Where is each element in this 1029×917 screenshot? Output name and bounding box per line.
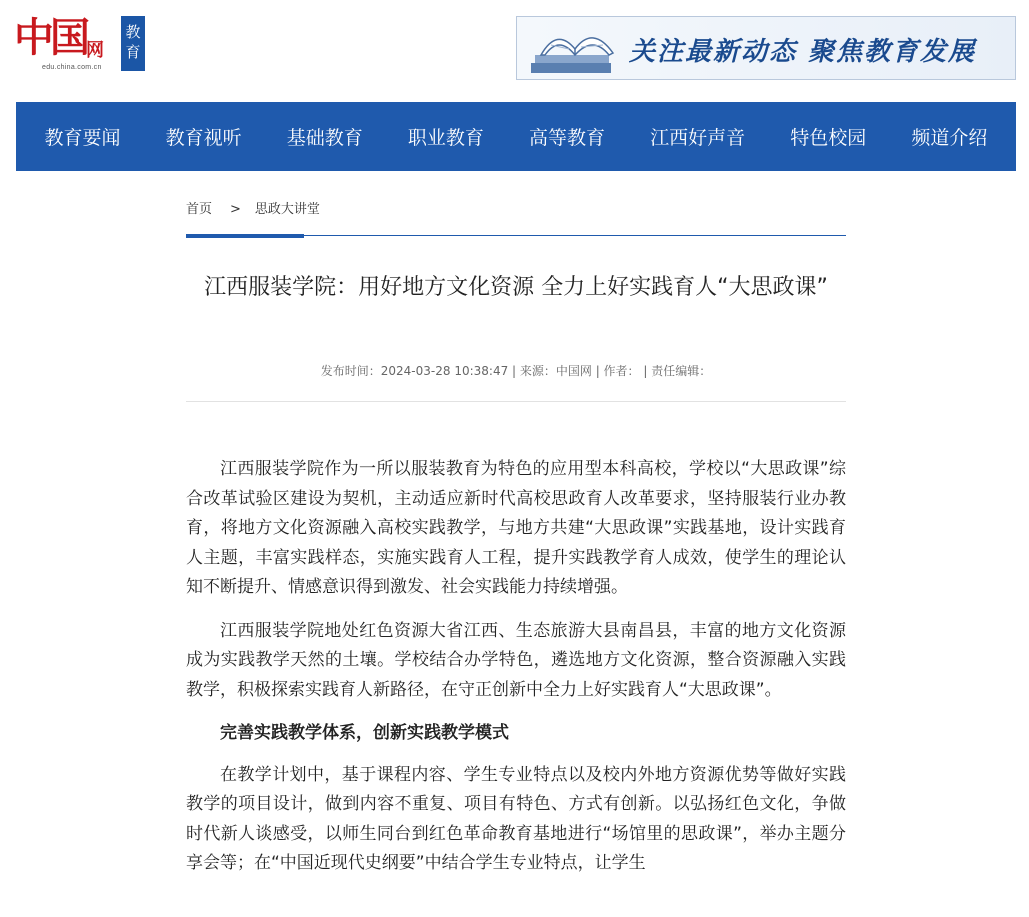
article-meta: 发布时间：2024-03-28 10:38:47 | 来源：中国网 | 作者： | 责任编辑： xyxy=(320,364,712,378)
breadcrumb-separator: > xyxy=(230,202,241,217)
nav-item-news[interactable]: 教育要闻 xyxy=(44,127,121,149)
breadcrumb xyxy=(186,198,320,217)
site-logo[interactable] xyxy=(14,16,154,76)
nav-item-basic-education[interactable]: 基础教育 xyxy=(286,127,363,149)
channel-tag: 教育 xyxy=(121,16,145,71)
breadcrumb-current[interactable]: 思政大讲堂 xyxy=(254,202,320,217)
header-banner xyxy=(516,16,1016,80)
article-paragraph: 江西服装学院作为一所以服装教育为特色的应用型本科高校，学校以“大思政课”综合改革试验区建设为契机，主动适应新时代高校思政育人改革要求，坚持服装行业办教育，将地方文化资源融入高校实践教学，与地方共建“大思政课”实践基地，设计实践育人主题，丰富实践样态，实施实践育人工程，提升实践教学育人成效，使学生的理论认知不断提升、情感意识得到激发、社会实践能力持续增强。 xyxy=(186,459,846,597)
logo-domain: edu.china.com.cn xyxy=(42,64,102,71)
meta-divider xyxy=(186,401,846,402)
article-paragraph: 江西服装学院地处红色资源大省江西、生态旅游大县南昌县，丰富的地方文化资源成为实践教学天然的土壤。学校结合办学特色，遴选地方文化资源，整合资源融入实践教学，积极探索实践育人新路径，在守正创新中全力上好实践育人“大思政课”。 xyxy=(186,620,846,700)
article-title: 江西服装学院：用好地方文化资源 全力上好实践育人“大思政课” xyxy=(204,275,828,300)
site-header xyxy=(0,0,1029,100)
banner-slogan: 关注最新动态 聚焦教育发展 xyxy=(629,37,977,67)
nav-item-featured-campus[interactable]: 特色校园 xyxy=(790,127,867,149)
logo-suffix: 网 xyxy=(86,40,104,61)
logo-mark: 中国 xyxy=(14,14,86,61)
nav-item-vocational-education[interactable]: 职业教育 xyxy=(407,127,484,149)
article-body xyxy=(186,455,846,893)
main-nav xyxy=(16,102,1016,171)
nav-item-video[interactable]: 教育视听 xyxy=(165,127,242,149)
nav-item-jiangxi-voice[interactable]: 江西好声音 xyxy=(650,127,746,149)
article-section-heading: 完善实践教学体系，创新实践教学模式 xyxy=(220,723,509,743)
books-icon xyxy=(523,19,623,79)
article-paragraph: 在教学计划中，基于课程内容、学生专业特点以及校内外地方资源优势等做好实践教学的项目设计，做到内容不重复、项目有特色、方式有创新。以弘扬红色文化，争做时代新人谈感受，以师生同台到红色革命教育基地进行“场馆里的思政课”，举办主题分享会等；在“中国近现代史纲要”中结合学生专业特点，让学生 xyxy=(186,764,846,873)
breadcrumb-home[interactable]: 首页 xyxy=(186,202,213,217)
nav-item-channel-intro[interactable]: 频道介绍 xyxy=(911,127,988,149)
nav-item-higher-education[interactable]: 高等教育 xyxy=(529,127,606,149)
breadcrumb-divider-accent xyxy=(186,234,304,238)
